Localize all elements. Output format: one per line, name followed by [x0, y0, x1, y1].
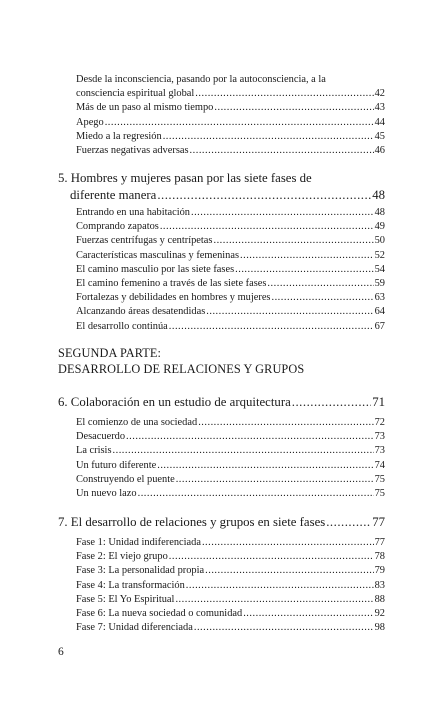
toc-entry-label: 7. El desarrollo de relaciones y grupos en siete fases [58, 515, 326, 529]
toc-entry-label: Un futuro diferente [76, 459, 157, 471]
leader-dots [160, 220, 374, 234]
leader-dots [194, 621, 374, 635]
toc-entry-page: 92 [374, 608, 385, 620]
toc-entry [76, 459, 385, 473]
leader-dots [292, 394, 371, 411]
toc-entry-page: 75 [374, 473, 385, 485]
toc-entry-page: 78 [374, 551, 385, 563]
leader-dots [271, 291, 373, 305]
leader-dots [267, 277, 373, 291]
toc-entry-page: 48 [374, 207, 385, 218]
toc-entry [76, 130, 385, 144]
toc-entry [58, 394, 385, 411]
toc-entry [76, 564, 385, 578]
leader-dots [169, 320, 374, 334]
leader-dots [195, 87, 373, 101]
toc-entry [76, 144, 385, 158]
chapter-5-entries [76, 206, 385, 334]
toc-entry [76, 430, 385, 444]
toc-entry [76, 621, 385, 635]
toc-entry-label: Más de un paso al mismo tiempo [76, 102, 214, 114]
toc-entry-page: 71 [372, 395, 385, 409]
toc-entry [76, 320, 385, 334]
toc-entry [76, 234, 385, 248]
toc-entry-label: El desarrollo continúa [76, 320, 168, 332]
toc-entry-page: 52 [374, 249, 385, 261]
toc-entry-label: Fase 2: El viejo grupo [76, 551, 168, 563]
leader-dots [214, 101, 373, 115]
leader-dots [213, 234, 373, 248]
toc-entry-label: Fuerzas centrífugas y centrípetas [76, 235, 213, 247]
leader-dots [126, 430, 374, 444]
toc-entry-page: 74 [374, 459, 385, 471]
toc-entry [76, 607, 385, 621]
toc-entry-label: Fase 3: La personalidad propia [76, 565, 205, 577]
leader-dots [243, 607, 373, 621]
leader-dots [326, 514, 371, 531]
toc-entry [76, 291, 385, 305]
toc-entry-page: 72 [374, 417, 385, 428]
toc-entry-label: Apego [76, 116, 104, 128]
toc-entry-page: 77 [372, 515, 385, 529]
toc-entry-page: 49 [374, 221, 385, 233]
toc-entry [76, 593, 385, 607]
toc-entry-label: Fortalezas y debilidades en hombres y mujeres [76, 292, 271, 304]
toc-entry-label: Fase 5: El Yo Espiritual [76, 593, 175, 605]
toc-entry-page: 79 [374, 565, 385, 577]
toc-entry [76, 263, 385, 277]
toc-entry-page: 98 [374, 622, 385, 634]
chapter-5-heading [58, 170, 385, 203]
toc-entry-label: Fuerzas negativas adversas [76, 145, 189, 157]
leader-dots [157, 187, 371, 204]
toc-entry-label: Fase 1: Unidad indiferenciada [76, 537, 201, 548]
leader-dots [105, 116, 374, 130]
toc-entry-label: Fase 4: La transformación [76, 579, 185, 591]
toc-entry-page: 59 [374, 278, 385, 290]
toc-entry-label: Construyendo el puente [76, 473, 175, 485]
leader-dots [205, 564, 373, 578]
toc-entry-page: 83 [374, 579, 385, 591]
toc-entry-page: 46 [374, 145, 385, 157]
toc-entry-label: Fase 7: Unidad diferenciada [76, 622, 193, 634]
toc-entry-page: 42 [374, 88, 385, 100]
toc-entry [76, 87, 385, 101]
leader-dots [235, 263, 373, 277]
leader-dots [190, 144, 374, 158]
toc-entry-label: Alcanzando áreas desatendidas [76, 306, 206, 318]
toc-entry-label: El camino femenino a través de las siete fases [76, 278, 267, 290]
toc-entry-page: 43 [374, 102, 385, 114]
toc-entry [76, 249, 385, 263]
toc-entry [76, 116, 385, 130]
toc-entry-label: Características masculinas y femeninas [76, 249, 240, 261]
part-label: SEGUNDA PARTE: [58, 346, 162, 360]
chapter-title-line: 5. Hombres y mujeres pasan por las siete fases de [58, 171, 312, 185]
leader-dots [191, 206, 374, 220]
toc-entry-label: Fase 6: La nueva sociedad o comunidad [76, 608, 243, 620]
toc-entry-page: 77 [374, 537, 385, 548]
toc-entry-label: 6. Colaboración en un estudio de arquitectura [58, 395, 291, 409]
toc-entry-label: consciencia espiritual global [76, 88, 195, 100]
toc-entry [76, 277, 385, 291]
leader-dots [198, 416, 373, 430]
toc-entry-label: Entrando en una habitación [76, 207, 190, 218]
toc-entry-label: Miedo a la regresión [76, 130, 162, 142]
toc-entry [58, 514, 385, 531]
leader-dots [176, 473, 374, 487]
toc-entry-page: 54 [374, 263, 385, 275]
leader-dots [169, 550, 374, 564]
toc-entry [76, 487, 385, 501]
chapter-7-entries [76, 536, 385, 635]
toc-entry-page: 63 [374, 292, 385, 304]
toc-entry [76, 536, 385, 550]
chapter-6-heading [58, 394, 385, 411]
toc-entry-label: El comienzo de una sociedad [76, 417, 198, 428]
toc-entry [58, 187, 385, 204]
chapter-7-heading [58, 514, 385, 531]
toc-entry-page: 73 [374, 431, 385, 443]
leader-dots [186, 579, 374, 593]
toc-entry-label: Un nuevo lazo [76, 488, 137, 500]
leader-dots [163, 130, 374, 144]
toc-entry-page: 88 [374, 593, 385, 605]
leader-dots [206, 305, 373, 319]
toc-entry-label: Desacuerdo [76, 431, 126, 443]
toc-entry-page: 45 [374, 130, 385, 142]
toc-entry [76, 305, 385, 319]
toc-entry [76, 101, 385, 115]
toc-entry [76, 416, 385, 430]
chapter-6-entries [76, 416, 385, 501]
part-title: DESARROLLO DE RELACIONES Y GRUPOS [58, 361, 305, 376]
toc-entry-label: diferente manera [70, 187, 157, 202]
leader-dots [202, 536, 374, 550]
part-heading [58, 346, 385, 377]
toc-entry-page: 50 [374, 235, 385, 247]
toc-entry-page: 75 [374, 488, 385, 500]
toc-entry-label: Comprando zapatos [76, 221, 159, 233]
leader-dots [240, 249, 374, 263]
toc-entry-page: 64 [374, 306, 385, 318]
toc-entry-page: 73 [374, 445, 385, 457]
leader-dots [113, 444, 374, 458]
toc-entry-page: 44 [374, 116, 385, 128]
toc-entry [76, 220, 385, 234]
leader-dots [157, 459, 373, 473]
toc-entry [76, 579, 385, 593]
leader-dots [175, 593, 373, 607]
toc-entry [76, 444, 385, 458]
toc-entry [76, 206, 385, 220]
leader-dots [138, 487, 374, 501]
toc-entry [76, 550, 385, 564]
intro-entries [76, 73, 385, 158]
toc-entry-page: 67 [374, 320, 385, 332]
toc-entry-label: El camino masculio por las siete fases [76, 263, 235, 275]
page-number: 6 [58, 646, 64, 658]
toc-entry-label: La crisis [76, 445, 112, 457]
toc-entry-page: 48 [372, 187, 385, 202]
toc-line: Desde la inconsciencia, pasando por la autoconsciencia, a la [76, 74, 326, 85]
toc-entry [76, 473, 385, 487]
